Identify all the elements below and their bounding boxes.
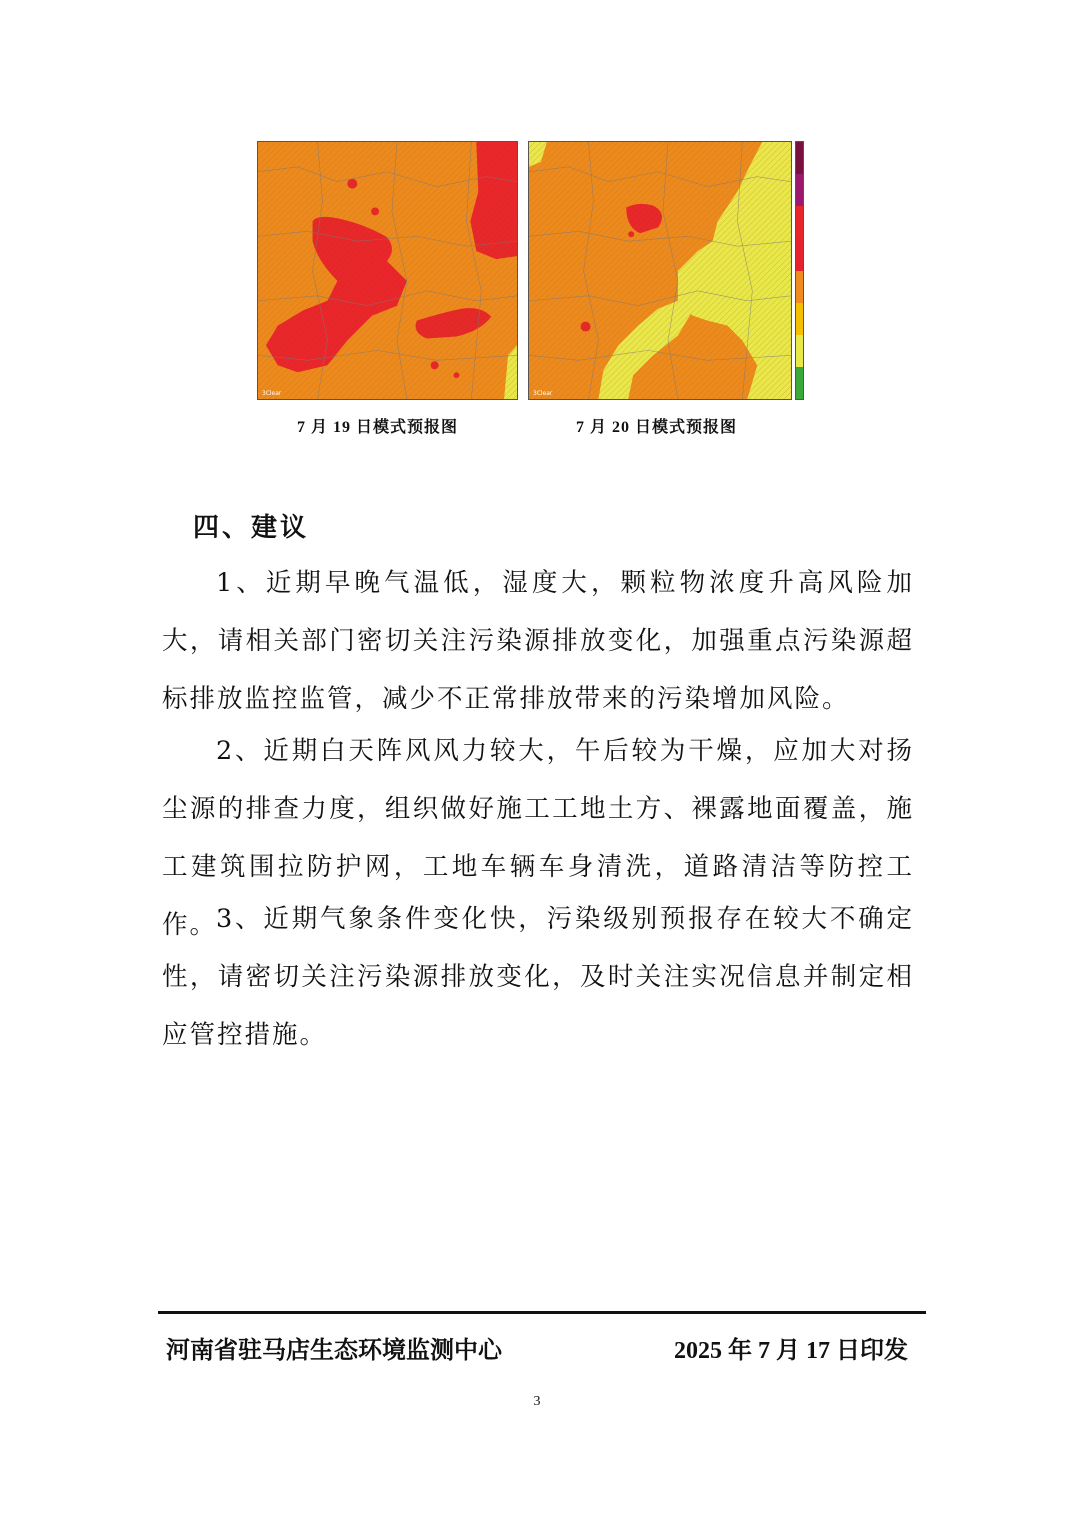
- figure-caption-july-19: 7 月 19 日模式预报图: [297, 419, 459, 436]
- figure-caption-july-20: 7 月 20 日模式预报图: [576, 419, 738, 436]
- forecast-map-july-19: [257, 141, 518, 400]
- legend-segment-2: [796, 174, 803, 206]
- wind-vector-overlay: [529, 142, 791, 399]
- forecast-map-july-20-graphic: [529, 142, 791, 399]
- issue-date: 2025 年 7 月 17 日印发: [674, 1338, 908, 1364]
- legend-segment-7: [796, 335, 803, 367]
- legend-segment-5: [796, 271, 803, 303]
- footer-divider: [158, 1311, 926, 1314]
- wind-vector-overlay: [258, 142, 517, 399]
- legend-segment-3: [796, 206, 803, 238]
- recommendation-paragraph-1: 1、近期早晚气温低，湿度大，颗粒物浓度升高风险加大，请相关部门密切关注污染源排放变化，加强重点污染源超标排放监控监管，减少不正常排放带来的污染增加风险。: [162, 568, 914, 714]
- recommendation-paragraph-2: 2、近期白天阵风风力较大，午后较为干燥，应加大对扬尘源的排查力度，组织做好施工工地土方、裸露地面覆盖，施工建筑围拉防护网，工地车辆车身清洗，道路清洁等防控工作。: [162, 736, 914, 940]
- page-number: 3: [533, 1394, 541, 1409]
- legend-segment-4: [796, 238, 803, 270]
- legend-segment-6: [796, 303, 803, 335]
- issuing-organization: 河南省驻马店生态环境监测中心: [166, 1338, 502, 1364]
- forecast-map-july-20: [528, 141, 792, 400]
- aqi-color-legend: [795, 141, 804, 400]
- section-heading: 四、建议: [193, 513, 310, 543]
- watermark-text: 3Clear: [261, 390, 282, 398]
- watermark-text: 3Clear: [532, 390, 553, 398]
- forecast-map-july-19-graphic: [258, 142, 517, 399]
- legend-segment-1: [796, 142, 803, 174]
- recommendation-paragraph-3: 3、近期气象条件变化快，污染级别预报存在较大不确定性，请密切关注污染源排放变化，及时关注实况信息并制定相应管控措施。: [162, 904, 914, 1050]
- legend-segment-8: [796, 367, 803, 399]
